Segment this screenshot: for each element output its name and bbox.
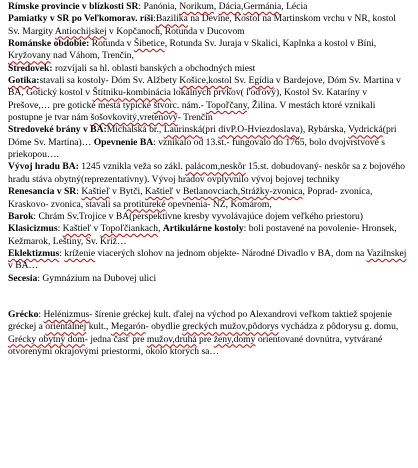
text-run: Michalská br., — [106, 124, 164, 136]
text-run: : boli postavené na povolenie- Hronsek, Kežmarok, Leštiny, Sv. Kríž… — [8, 223, 397, 247]
text-run: stavali sa kostoly- Dóm Sv. Alžbety — [39, 75, 180, 87]
text-run: orientálnej — [45, 321, 87, 333]
text-run: ženy,domy — [213, 333, 256, 345]
text-run: Betlanovciach,Strážky-zvonica — [182, 186, 303, 198]
text-run: divP.O-Hviezdoslava — [218, 124, 300, 136]
text-run: Rotunda v — [89, 38, 134, 50]
bold-term: Vývoj hradu BA: — [8, 161, 79, 173]
text-run: , Poprad- zvonica, Kraskovo- zvonica, stavali sa — [8, 186, 373, 210]
text-run: v — [173, 186, 183, 198]
text-run: , Lécia — [281, 1, 308, 12]
text-run: v — [91, 223, 101, 235]
text-run: Košice,kostol — [179, 75, 232, 87]
text-run: Antiochijskej — [54, 25, 107, 37]
paragraph — [8, 186, 410, 211]
text-run: , — [158, 223, 163, 235]
paragraph — [8, 161, 410, 186]
text-run: orientované dovnútra, vytvárané otvorenými okrajovými priestormi, okolo ktorých sa… — [8, 333, 383, 357]
text-run: - jedna časť pre — [84, 333, 147, 345]
bold-term: Secesia — [8, 272, 38, 284]
bold-term: Rímske provincie v blízkosti SR — [8, 1, 139, 12]
text-run: v Bardejove, Dóm Sv. Martina v BA, Gotický kostol v — [8, 75, 401, 99]
text-run: Topoľčany — [206, 99, 248, 111]
text-run: : vznikalo od 13.st.- fungovalo do 1765, bolo dvojvrstvové s priekopou…. — [8, 136, 385, 161]
text-run: Štítniku-kombinácia — [92, 87, 171, 99]
text-run: Grécky obytný dom — [8, 333, 85, 345]
text-run: v Bytči, — [109, 186, 145, 198]
bold-term: Opevnenie BA — [93, 136, 154, 148]
bold-term: Barok — [8, 210, 34, 222]
text-run: Kaštieľ — [62, 223, 92, 235]
text-run: v Kopčanoch, Rotunda v Ducovom — [106, 25, 245, 37]
text-run: šošovkovitý,vretenový — [90, 112, 178, 124]
text-run: Dácia — [218, 1, 242, 12]
text-run: : Chrám Sv.Trojice v BA(perspektívne kresby vyvolávajúce dojem veľkého priestoru) — [33, 210, 363, 222]
paragraph — [8, 63, 410, 75]
text-run: kríženie — [64, 247, 96, 259]
text-run: : Panónia, — [138, 1, 180, 12]
bold-term: Eklektizmus — [8, 247, 60, 259]
text-run: Germánia — [243, 1, 282, 12]
text-run: 1245 vznikla veža so zákl. — [78, 161, 186, 173]
text-run: Megarón — [110, 321, 146, 333]
text-run: Sv. — [231, 75, 249, 87]
text-run: viacerých slohov na jednom objekte- Národné Divadlo v BA, dom na — [95, 247, 367, 259]
paragraph — [8, 273, 410, 285]
text-run: Vydrická — [348, 124, 383, 136]
text-run: - šírenie gréckej kult. ďalej na východ po Alexandrovi veľkom taktiež spojenie gréckej a — [8, 308, 392, 333]
text-run: Vazilnskej — [366, 247, 407, 259]
paragraph-gap — [8, 285, 410, 309]
document-body — [8, 1, 410, 285]
text-run: opevnenia- NZ, Komárom, — [165, 198, 272, 210]
text-run: . nám.- — [176, 99, 207, 111]
text-run: : — [38, 308, 44, 320]
text-run: Laurinská — [163, 124, 203, 136]
document-body-continued — [8, 309, 410, 358]
text-run: lokálnych prvkov( l'oďový), Kostol Sv. Kataríny v Prešove,… pre gotické mestá typické — [8, 87, 368, 111]
text-run: - Trenčín — [177, 112, 213, 124]
paragraph — [8, 75, 410, 124]
text-run: 15.st. dobudovaný- neskôr sa z bojového hradu stáva obytný(reprezentatívny). Vývoj hradov ovplyvnilo vývoj bojovej techniky — [8, 161, 406, 185]
text-run: Helénizmus — [43, 308, 90, 320]
text-run: Kaštieľ — [144, 186, 174, 198]
text-run: vychádza z pôdorysu g. domu, — [278, 321, 399, 333]
text-run: pre — [196, 333, 214, 345]
text-run: greckých mužov,pôdorys — [182, 321, 279, 333]
paragraph — [8, 13, 410, 38]
text-run: , — [213, 1, 219, 12]
text-run: Bazilika — [155, 13, 188, 25]
text-run: Šibetice — [133, 38, 165, 50]
bold-term: Gotika: — [8, 75, 40, 87]
text-run: Egídia — [248, 75, 274, 87]
text-run: , Rotunda Sv. Juraja v Skalici, Kaplnka a kostol v Bíni, — [164, 38, 377, 50]
text-run: v BA… — [8, 260, 39, 272]
text-run: : Gymnázium na Dubovej ulici — [37, 272, 157, 284]
text-run: : — [153, 13, 156, 25]
text-run: (pri — [202, 124, 219, 136]
text-run: štvorc — [153, 99, 177, 111]
text-run: na Devíne, Kostol na Martinskom vrchu v NR, kostol Sv. Margity — [8, 13, 396, 37]
text-run: ), Rybárska, — [299, 124, 349, 136]
text-run: : — [57, 223, 63, 235]
text-run: rozvíjali sa hl. oblasti banských a obchodných miest — [52, 62, 256, 74]
text-run: Kaštieľ — [81, 186, 110, 198]
text-run: , Žilina. V mestách ktoré vznikali postupne je tvar nám — [8, 99, 376, 124]
bold-term: Artikulárne kostoly — [162, 223, 244, 235]
bold-term: Renesancia v SR — [8, 186, 77, 198]
bold-term: Stredovek: — [8, 62, 53, 74]
bold-term: Grécko — [8, 308, 39, 320]
text-run: Topoľčiankach — [100, 223, 159, 235]
bold-term: Románske obdobie: — [8, 38, 90, 50]
paragraph — [8, 211, 410, 223]
paragraph — [8, 309, 410, 358]
paragraph — [8, 1, 410, 13]
bold-term: Klasicizmus — [8, 223, 58, 235]
paragraph — [8, 248, 410, 273]
paragraph — [8, 223, 410, 248]
text-run: nad Váhom, Trenčín, — [50, 50, 134, 62]
text-run: (pri Dóme Sv. Martina)… — [8, 124, 397, 148]
paragraph — [8, 38, 410, 63]
text-run: protitureké — [123, 198, 166, 210]
text-run: kult., — [86, 321, 111, 333]
paragraph — [8, 124, 410, 161]
bold-term: Pamiatky v SR po Veľkomorav. ríši — [8, 13, 154, 25]
text-run: Kryžovany — [8, 50, 51, 62]
text-run: palácom,neskôr — [185, 161, 246, 173]
text-run: : — [59, 247, 65, 259]
text-run: mužov,druhá — [146, 333, 197, 345]
text-run: Norikum — [179, 1, 214, 12]
text-run: : — [76, 186, 82, 198]
text-run: - obydlie — [145, 321, 183, 333]
text-run: , — [241, 1, 244, 12]
bold-term: Stredoveké brány v BA: — [8, 124, 107, 136]
